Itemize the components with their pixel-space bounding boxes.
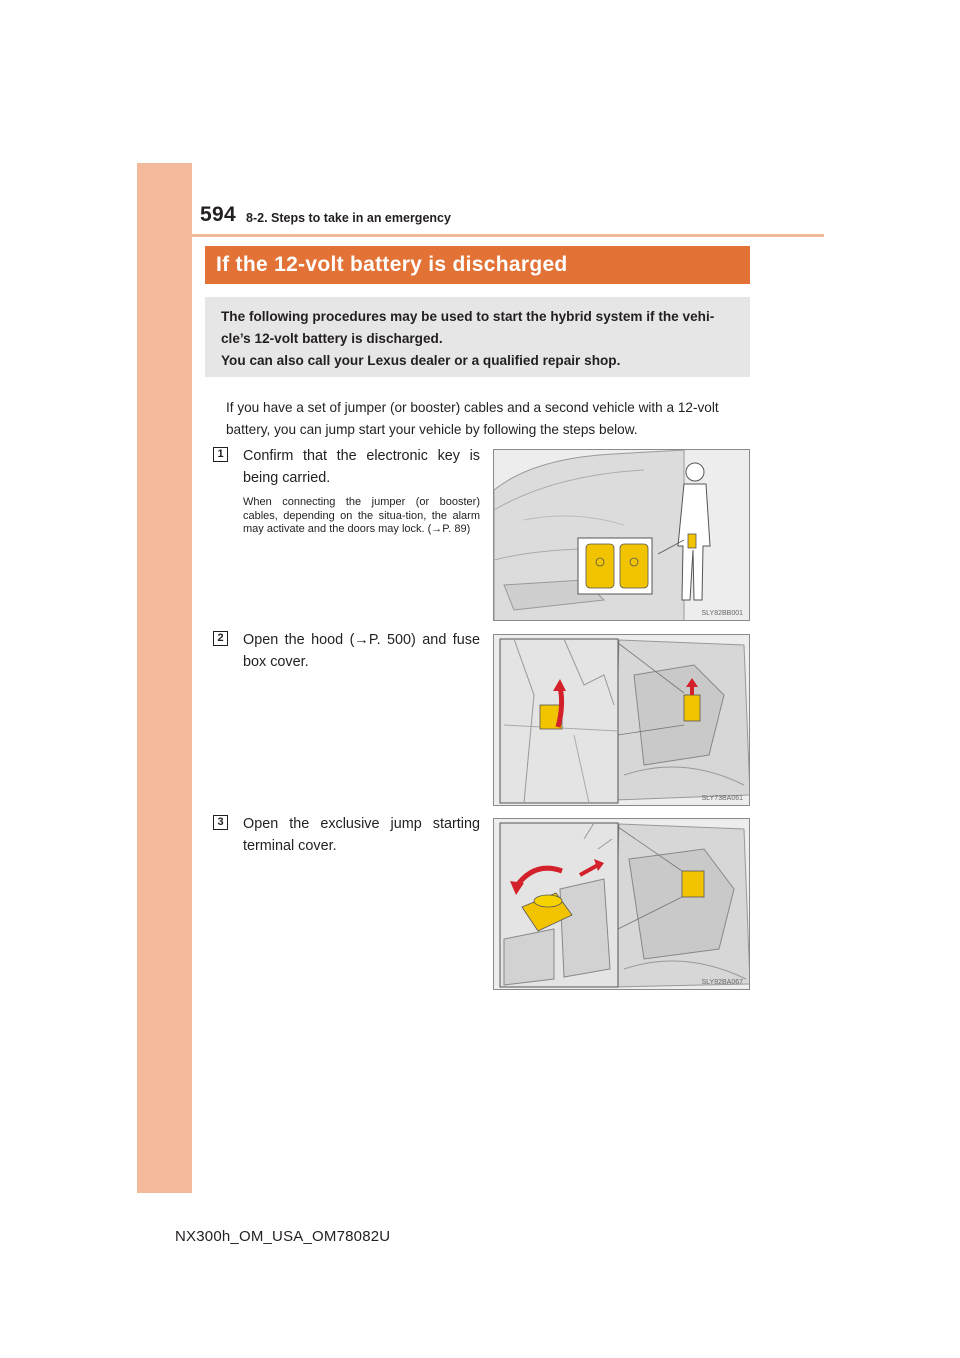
intro-line: cle’s 12-volt battery is discharged.	[221, 331, 443, 346]
terminal-cover-illustration	[494, 819, 750, 990]
page-number: 594	[200, 203, 236, 226]
figure-code: SLY73BA061	[701, 795, 743, 802]
step-1-badge: 1	[213, 447, 228, 462]
figure-key-check	[493, 449, 750, 621]
body-paragraph: If you have a set of jumper (or booster) cables and a second vehicle with a 12-volt battery, you can jump start your vehicle by following the steps below.	[226, 400, 719, 437]
header-rule	[192, 234, 824, 237]
step-3-text: Open the exclusive jump starting terminal cover.	[243, 816, 480, 854]
step-2-badge: 2	[213, 631, 228, 646]
section-label: 8-2. Steps to take in an emergency	[246, 211, 451, 225]
document-footer: NX300h_OM_USA_OM78082U	[175, 1228, 391, 1245]
figure-code: SLY82BB001	[701, 610, 743, 617]
chapter-sidebar	[137, 163, 192, 1193]
step-3-badge: 3	[213, 815, 228, 830]
figure-terminal-cover	[493, 818, 750, 990]
engine-bay-illustration	[494, 635, 750, 806]
intro-line: The following procedures may be used to start the hybrid system if the vehi-	[221, 309, 715, 324]
step-2-text: Open the hood (→P. 500) and fuse box cover.	[243, 632, 480, 670]
intro-line: You can also call your Lexus dealer or a qualified repair shop.	[221, 353, 621, 368]
intro-box	[205, 297, 750, 377]
figure-code: SLY82BA067	[701, 979, 743, 986]
step-1-text: Confirm that the electronic key is being carried.	[243, 448, 480, 486]
car-key-illustration	[494, 450, 750, 621]
step-1-note: When connecting the jumper (or booster) cables, depending on the situa-tion, the alarm may activate and the doors may lock. (→P. 89)	[243, 496, 480, 535]
section-title: If the 12-volt battery is discharged	[205, 246, 750, 284]
figure-hood-fuse-box	[493, 634, 750, 806]
